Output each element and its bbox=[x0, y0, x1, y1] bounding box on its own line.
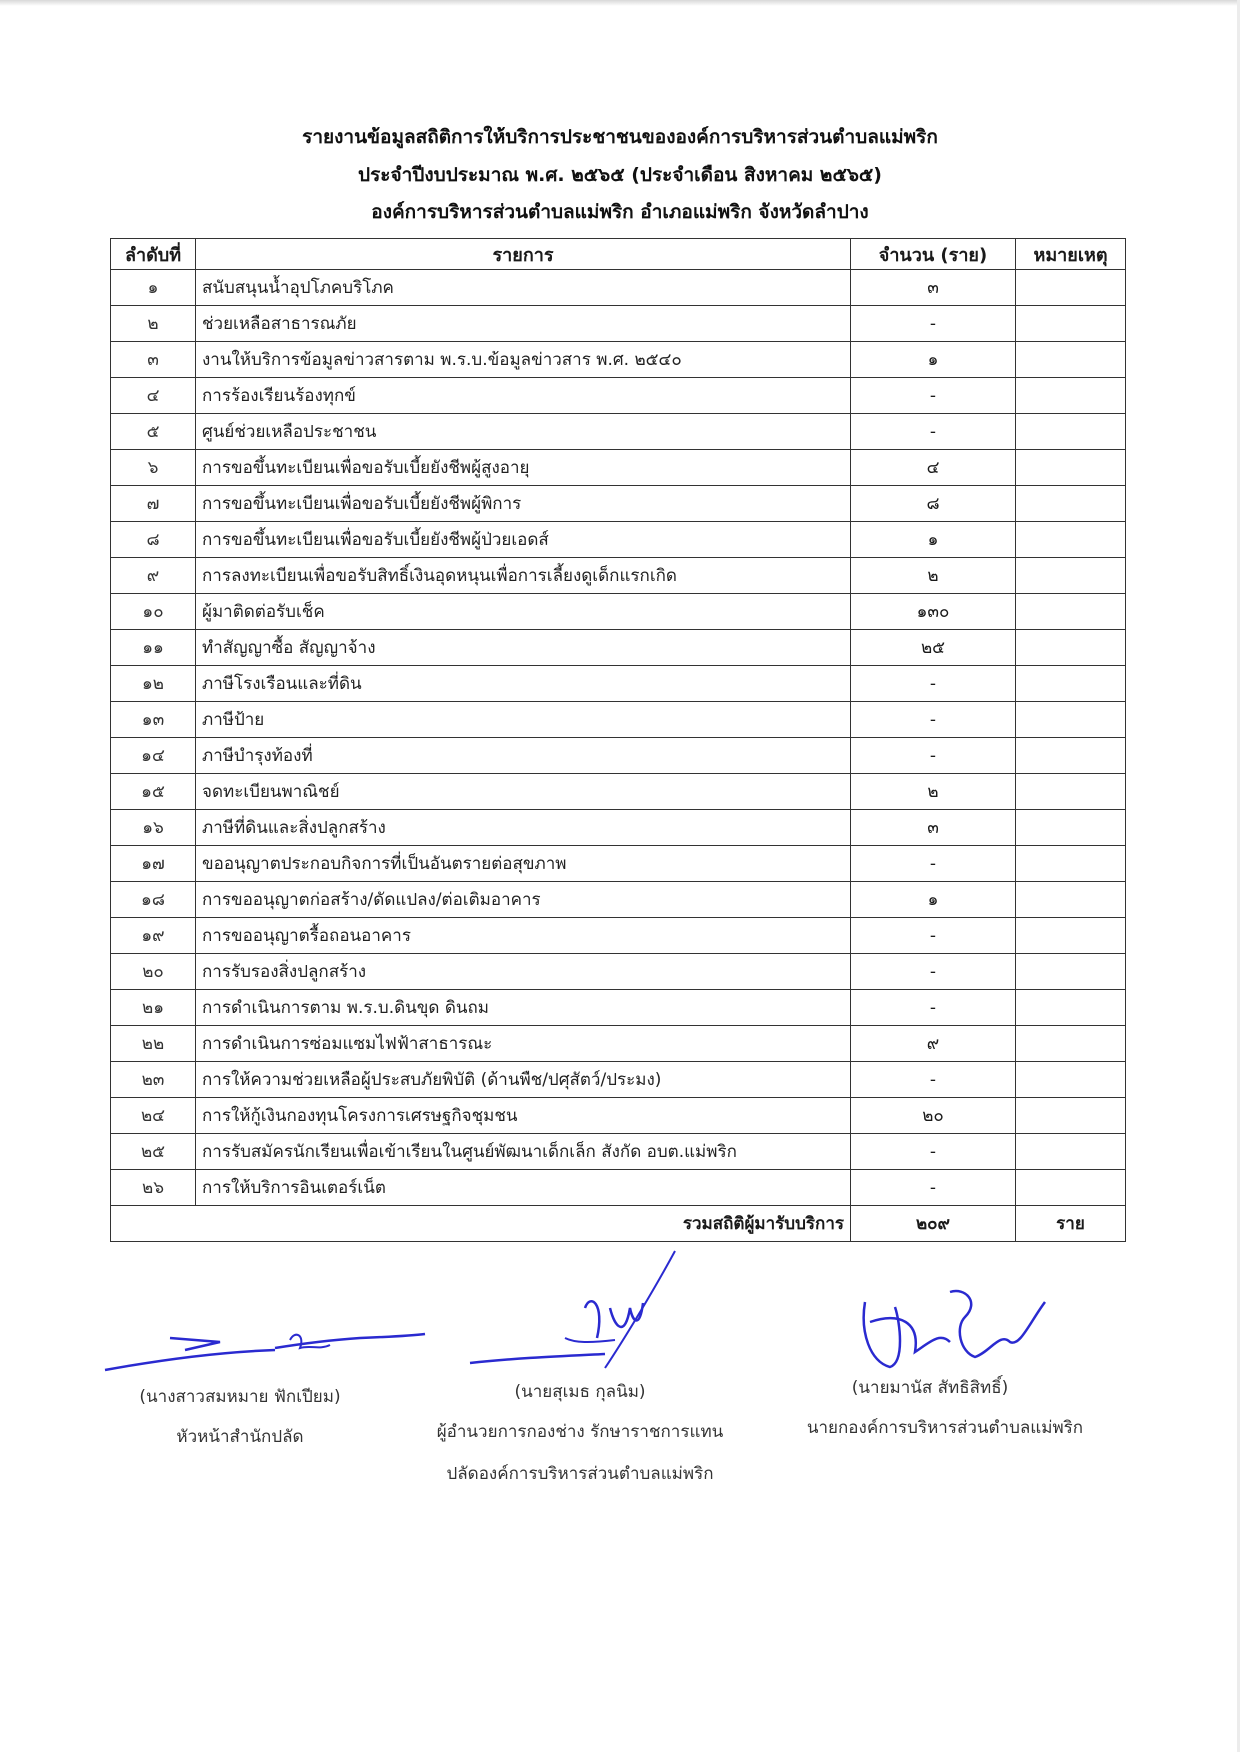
table-row bbox=[111, 1170, 1126, 1206]
cell-count: - bbox=[851, 306, 1016, 342]
cell-item: การดำเนินการซ่อมแซมไฟฟ้าสาธารณะ bbox=[196, 1026, 851, 1062]
cell-no: ๑๑ bbox=[111, 630, 196, 666]
cell-no: ๒ bbox=[111, 306, 196, 342]
table-row bbox=[111, 1134, 1126, 1170]
statistics-table bbox=[110, 238, 1126, 1242]
table-row bbox=[111, 450, 1126, 486]
cell-no: ๑๗ bbox=[111, 846, 196, 882]
cell-count: ๑๓๐ bbox=[851, 594, 1016, 630]
cell-item: การขออนุญาตรื้อถอนอาคาร bbox=[196, 918, 851, 954]
signer-3-name: (นายมานัส สัทธิสิทธิ์) bbox=[851, 1378, 1009, 1398]
total-label: รวมสถิติผู้มารับบริการ bbox=[111, 1206, 851, 1242]
cell-no: ๑๘ bbox=[111, 882, 196, 918]
table-row bbox=[111, 558, 1126, 594]
cell-count: ๑ bbox=[851, 522, 1016, 558]
cell-count: ๘ bbox=[851, 486, 1016, 522]
table-row bbox=[111, 630, 1126, 666]
cell-count: - bbox=[851, 1134, 1016, 1170]
cell-no: ๕ bbox=[111, 414, 196, 450]
cell-no: ๒๓ bbox=[111, 1062, 196, 1098]
report-title: รายงานข้อมูลสถิติการให้บริการประชาชนขององค์การบริหารส่วนตำบลแม่พริก bbox=[302, 126, 938, 148]
cell-item: การรับรองสิ่งปลูกสร้าง bbox=[196, 954, 851, 990]
cell-note bbox=[1016, 1170, 1126, 1206]
cell-note bbox=[1016, 1134, 1126, 1170]
cell-no: ๑๔ bbox=[111, 738, 196, 774]
table-row bbox=[111, 810, 1126, 846]
table-row bbox=[111, 738, 1126, 774]
header-item: รายการ bbox=[196, 239, 851, 270]
table-row bbox=[111, 378, 1126, 414]
cell-item: ช่วยเหลือสาธารณภัย bbox=[196, 306, 851, 342]
cell-no: ๑๖ bbox=[111, 810, 196, 846]
cell-no: ๒๐ bbox=[111, 954, 196, 990]
table-row bbox=[111, 1062, 1126, 1098]
cell-count: - bbox=[851, 918, 1016, 954]
cell-item: การรับสมัครนักเรียนเพื่อเข้าเรียนในศูนย์พัฒนาเด็กเล็ก สังกัด อบต.แม่พริก bbox=[196, 1134, 851, 1170]
table-row bbox=[111, 918, 1126, 954]
cell-count: - bbox=[851, 738, 1016, 774]
cell-item: ผู้มาติดต่อรับเช็ค bbox=[196, 594, 851, 630]
signer-2-name: (นายสุเมธ กุลนิม) bbox=[514, 1382, 646, 1402]
cell-count: ๒๐ bbox=[851, 1098, 1016, 1134]
cell-note bbox=[1016, 558, 1126, 594]
signer-3-role: นายกองค์การบริหารส่วนตำบลแม่พริก bbox=[806, 1418, 1084, 1438]
cell-no: ๒๖ bbox=[111, 1170, 196, 1206]
cell-item: การให้กู้เงินกองทุนโครงการเศรษฐกิจชุมชน bbox=[196, 1098, 851, 1134]
cell-item: การร้องเรียนร้องทุกข์ bbox=[196, 378, 851, 414]
table-row bbox=[111, 774, 1126, 810]
cell-no: ๖ bbox=[111, 450, 196, 486]
cell-count: - bbox=[851, 414, 1016, 450]
table-row bbox=[111, 1026, 1126, 1062]
cell-count: ๒ bbox=[851, 558, 1016, 594]
table-row bbox=[111, 882, 1126, 918]
cell-note bbox=[1016, 594, 1126, 630]
cell-count: - bbox=[851, 666, 1016, 702]
signature-1 bbox=[100, 1300, 430, 1380]
table-row bbox=[111, 306, 1126, 342]
table-row bbox=[111, 846, 1126, 882]
cell-note bbox=[1016, 990, 1126, 1026]
cell-no: ๑๙ bbox=[111, 918, 196, 954]
cell-count: ๙ bbox=[851, 1026, 1016, 1062]
cell-note bbox=[1016, 378, 1126, 414]
cell-item: ภาษีโรงเรือนและที่ดิน bbox=[196, 666, 851, 702]
table-row bbox=[111, 990, 1126, 1026]
table-row bbox=[111, 666, 1126, 702]
cell-count: - bbox=[851, 954, 1016, 990]
cell-item: การขอขึ้นทะเบียนเพื่อขอรับเบี้ยยังชีพผู้ป่วยเอดส์ bbox=[196, 522, 851, 558]
cell-note bbox=[1016, 630, 1126, 666]
cell-no: ๑๐ bbox=[111, 594, 196, 630]
cell-item: ทำสัญญาซื้อ สัญญาจ้าง bbox=[196, 630, 851, 666]
cell-note bbox=[1016, 666, 1126, 702]
cell-no: ๑๓ bbox=[111, 702, 196, 738]
cell-item: การให้ความช่วยเหลือผู้ประสบภัยพิบัติ (ด้านพืช/ปศุสัตว์/ประมง) bbox=[196, 1062, 851, 1098]
cell-item: การลงทะเบียนเพื่อขอรับสิทธิ์เงินอุดหนุนเพื่อการเลี้ยงดูเด็กแรกเกิด bbox=[196, 558, 851, 594]
cell-note bbox=[1016, 486, 1126, 522]
cell-no: ๒๔ bbox=[111, 1098, 196, 1134]
cell-no: ๗ bbox=[111, 486, 196, 522]
cell-no: ๓ bbox=[111, 342, 196, 378]
cell-note bbox=[1016, 1098, 1126, 1134]
cell-no: ๒๕ bbox=[111, 1134, 196, 1170]
cell-item: งานให้บริการข้อมูลข่าวสารตาม พ.ร.บ.ข้อมูลข่าวสาร พ.ศ. ๒๕๔๐ bbox=[196, 342, 851, 378]
cell-note bbox=[1016, 306, 1126, 342]
cell-item: การขออนุญาตก่อสร้าง/ดัดแปลง/ต่อเติมอาคาร bbox=[196, 882, 851, 918]
cell-item: การดำเนินการตาม พ.ร.บ.ดินขุด ดินถม bbox=[196, 990, 851, 1026]
cell-note bbox=[1016, 810, 1126, 846]
cell-note bbox=[1016, 1062, 1126, 1098]
cell-no: ๘ bbox=[111, 522, 196, 558]
scan-edge-top bbox=[0, 0, 1240, 6]
report-organization: องค์การบริหารส่วนตำบลแม่พริก อำเภอแม่พริก จังหวัดลำปาง bbox=[371, 201, 869, 223]
cell-item: การขอขึ้นทะเบียนเพื่อขอรับเบี้ยยังชีพผู้สูงอายุ bbox=[196, 450, 851, 486]
cell-count: - bbox=[851, 378, 1016, 414]
cell-note bbox=[1016, 954, 1126, 990]
cell-item: ภาษีป้าย bbox=[196, 702, 851, 738]
table-row bbox=[111, 1098, 1126, 1134]
table-row bbox=[111, 594, 1126, 630]
table-header-row bbox=[111, 239, 1126, 270]
signer-1-name: (นางสาวสมหมาย ฟักเปียม) bbox=[139, 1387, 341, 1407]
cell-note bbox=[1016, 1026, 1126, 1062]
table-row bbox=[111, 702, 1126, 738]
signer-2-role: ผู้อำนวยการกองช่าง รักษาราชการแทน bbox=[436, 1422, 724, 1442]
cell-no: ๒๑ bbox=[111, 990, 196, 1026]
table-row bbox=[111, 414, 1126, 450]
cell-note bbox=[1016, 270, 1126, 306]
cell-count: - bbox=[851, 702, 1016, 738]
total-row bbox=[111, 1206, 1126, 1242]
cell-note bbox=[1016, 414, 1126, 450]
table-row bbox=[111, 486, 1126, 522]
cell-count: - bbox=[851, 1170, 1016, 1206]
cell-item: ภาษีบำรุงท้องที่ bbox=[196, 738, 851, 774]
total-unit: ราย bbox=[1016, 1206, 1126, 1242]
signature-3 bbox=[850, 1282, 1050, 1377]
cell-note bbox=[1016, 738, 1126, 774]
table-row bbox=[111, 522, 1126, 558]
table-row bbox=[111, 954, 1126, 990]
cell-item: การขอขึ้นทะเบียนเพื่อขอรับเบี้ยยังชีพผู้พิการ bbox=[196, 486, 851, 522]
cell-note bbox=[1016, 450, 1126, 486]
cell-no: ๑๕ bbox=[111, 774, 196, 810]
cell-no: ๑๒ bbox=[111, 666, 196, 702]
cell-count: ๓ bbox=[851, 810, 1016, 846]
cell-no: ๙ bbox=[111, 558, 196, 594]
cell-no: ๑ bbox=[111, 270, 196, 306]
signer-2-role-2: ปลัดองค์การบริหารส่วนตำบลแม่พริก bbox=[446, 1464, 714, 1484]
header-no: ลำดับที่ bbox=[111, 239, 196, 270]
cell-no: ๒๒ bbox=[111, 1026, 196, 1062]
cell-item: จดทะเบียนพาณิชย์ bbox=[196, 774, 851, 810]
cell-count: - bbox=[851, 990, 1016, 1026]
table-row bbox=[111, 270, 1126, 306]
cell-note bbox=[1016, 918, 1126, 954]
table-body bbox=[111, 270, 1126, 1206]
cell-count: ๑ bbox=[851, 342, 1016, 378]
table-row bbox=[111, 342, 1126, 378]
cell-item: ขออนุญาตประกอบกิจการที่เป็นอันตรายต่อสุขภาพ bbox=[196, 846, 851, 882]
cell-note bbox=[1016, 846, 1126, 882]
cell-item: ภาษีที่ดินและสิ่งปลูกสร้าง bbox=[196, 810, 851, 846]
cell-note bbox=[1016, 522, 1126, 558]
report-period: ประจำปีงบประมาณ พ.ศ. ๒๕๖๕ (ประจำเดือน สิงหาคม ๒๕๖๕) bbox=[358, 164, 882, 186]
cell-item: สนับสนุนน้ำอุปโภคบริโภค bbox=[196, 270, 851, 306]
cell-note bbox=[1016, 342, 1126, 378]
signature-2 bbox=[465, 1248, 695, 1378]
cell-note bbox=[1016, 702, 1126, 738]
cell-no: ๔ bbox=[111, 378, 196, 414]
cell-count: ๓ bbox=[851, 270, 1016, 306]
cell-count: ๑ bbox=[851, 882, 1016, 918]
cell-count: ๒๕ bbox=[851, 630, 1016, 666]
header-note: หมายเหตุ bbox=[1016, 239, 1126, 270]
total-value: ๒๐๙ bbox=[851, 1206, 1016, 1242]
cell-note bbox=[1016, 882, 1126, 918]
cell-count: ๔ bbox=[851, 450, 1016, 486]
signer-1-role: หัวหน้าสำนักปลัด bbox=[176, 1427, 304, 1447]
cell-item: การให้บริการอินเตอร์เน็ต bbox=[196, 1170, 851, 1206]
cell-count: ๒ bbox=[851, 774, 1016, 810]
header-count: จำนวน (ราย) bbox=[851, 239, 1016, 270]
cell-count: - bbox=[851, 1062, 1016, 1098]
cell-note bbox=[1016, 774, 1126, 810]
cell-count: - bbox=[851, 846, 1016, 882]
cell-item: ศูนย์ช่วยเหลือประชาชน bbox=[196, 414, 851, 450]
